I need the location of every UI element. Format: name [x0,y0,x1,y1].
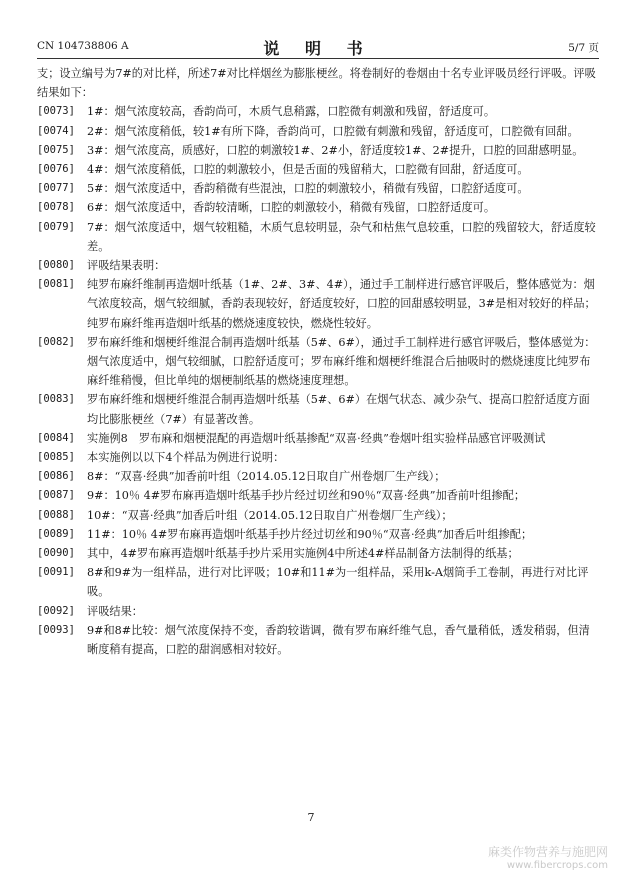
paragraph-text: 5#：烟气浓度适中，香韵稍微有些混浊，口腔的刺激较小，稍微有残留，口腔舒适度可。 [87,182,529,196]
page-indicator: 5/7 页 [568,42,599,54]
paragraph-number: [0074] [37,124,75,137]
paragraph-text: 支；设立编号为7#的对比样，所述7#对比样烟丝为膨胀梗丝。将卷制好的卷烟由十名专业评吸员经行评吸。评吸结果如下： [37,67,596,100]
paragraph-text: 8#：“双喜·经典”加香前叶组（2014.05.12日取自广州卷烟厂生产线）； [87,470,446,484]
paragraph-text: 10#：“双喜·经典”加香后叶组（2014.05.12日取自广州卷烟厂生产线）； [87,508,453,522]
paragraph-text: 1#：烟气浓度较高，香韵尚可，木质气息稍露，口腔微有刺激和残留，舒适度可。 [87,105,496,119]
paragraph-number: [0090] [37,547,75,560]
paragraph-number: [0088] [37,508,75,521]
paragraph-number: [0076] [37,163,75,176]
paragraph-number: [0084] [37,431,75,444]
paragraph-text: 8#和9#为一组样品，进行对比评吸；10#和11#为一组样品，采用k-A烟筒手工卷制，再进行对比评吸。 [87,566,589,599]
paragraph-number: [0092] [37,604,75,617]
paragraph-0093 [37,621,599,659]
paragraph-0077 [37,179,599,198]
paragraph-0086 [37,467,599,486]
intro-paragraph [37,64,599,102]
paragraph-number: [0075] [37,143,75,156]
paragraph-0082 [37,333,599,391]
paragraph-0083 [37,390,599,428]
paragraph-0092 [37,602,599,621]
paragraph-text: 3#：烟气浓度高，质感好，口腔的刺激较1#、2#小，舒适度较1#、2#提升，口腔的回甜感明显。 [87,143,584,157]
paragraph-0084 [37,429,599,448]
document-body [37,64,599,659]
paragraph-0090 [37,544,599,563]
paragraph-number: [0073] [37,105,75,118]
paragraph-number: [0079] [37,220,75,233]
paragraph-text: 7#：烟气浓度适中，烟气较粗糙，木质气息较明显，杂气和枯焦气息较重，口腔的残留较大，舒适度较差。 [87,220,596,253]
paragraph-number: [0091] [37,566,75,579]
paragraph-text: 其中，4#罗布麻再造烟叶纸基手抄片采用实施例4中所述4#样品制备方法制得的纸基； [87,547,519,561]
paragraph-0075 [37,141,599,160]
paragraph-text: 纯罗布麻纤维制再造烟叶纸基（1#、2#、3#、4#），通过手工制样进行感官评吸后，整体感觉为：烟气浓度较高，烟气较细腻，香韵表现较好，舒适度较好，口腔的回甜感较明显，3#是相对较好的样品；纯罗布麻纤维再造烟叶纸基的燃烧速度较快，燃烧性较好。 [87,278,596,330]
paragraph-number: [0093] [37,623,75,636]
paragraph-number: [0078] [37,201,75,214]
paragraph-0088 [37,506,599,525]
paragraph-text: 罗布麻纤维和烟梗纤维混合制再造烟叶纸基（5#、6#）在烟气状态、减少杂气、提高口腔舒适度方面均比膨胀梗丝（7#）有显著改善。 [87,393,590,426]
page-header [37,36,599,59]
paragraph-text: 评吸结果表明： [87,259,166,273]
paragraph-0087 [37,486,599,505]
paragraph-0078 [37,198,599,217]
paragraph-number: [0089] [37,527,75,540]
paragraph-text: 9#：10％ 4#罗布麻再造烟叶纸基手抄片经过切丝和90％“双喜·经典”加香前叶组掺配； [87,489,526,503]
paragraph-number: [0077] [37,182,75,195]
watermark [488,846,608,872]
paragraph-text: 实施例8 罗布麻和烟梗混配的再造烟叶纸基掺配“双喜·经典”卷烟叶组实验样品感官评吸测试 [87,431,546,445]
paragraph-text: 9#和8#比较：烟气浓度保持不变，香韵较谐调，微有罗布麻纤维气息，香气量稍低，透发稍弱，但清晰度稍有提高，口腔的甜润感相对较好。 [87,623,590,657]
paragraph-0073 [37,102,599,121]
paragraph-text: 评吸结果： [87,604,143,618]
paragraph-number: [0087] [37,489,75,502]
paragraph-number: [0081] [37,278,75,291]
watermark-site-name: 麻类作物营养与施肥网 [487,845,608,859]
watermark-url: www.fibercrops.com [506,860,608,871]
paragraph-text: 罗布麻纤维和烟梗纤维混合制再造烟叶纸基（5#、6#），通过手工制样进行感官评吸后，整体感觉为：烟气浓度适中，烟气较细腻，口腔舒适度可；罗布麻纤维和烟梗纤维混合后抽吸时的燃烧速度比纯罗布麻纤维稍慢，但比单纯的烟梗制纸基的燃烧速度理想。 [87,335,596,388]
paragraph-0074 [37,122,599,141]
paragraph-0085 [37,448,599,467]
paragraph-0081 [37,275,599,333]
paragraph-0079 [37,218,599,256]
paragraph-0080 [37,256,599,275]
paragraph-text: 2#：烟气浓度稍低，较1#有所下降，香韵尚可，口腔微有刺激和残留，舒适度可，口腔微有回甜。 [87,124,579,138]
paragraph-text: 4#：烟气浓度稍低，口腔的刺激较小，但是舌面的残留稍大，口腔微有回甜，舒适度可。 [87,163,529,177]
paragraph-number: [0085] [37,451,75,464]
patent-number: CN 104738806 A [37,40,129,52]
paragraph-0076 [37,160,599,179]
paragraph-0091 [37,563,599,601]
paragraph-number: [0080] [37,259,75,272]
paragraph-number: [0086] [37,470,75,483]
paragraph-text: 6#：烟气浓度适中，香韵较清晰，口腔的刺激较小，稍微有残留，口腔舒适度可。 [87,201,496,215]
page-number: 7 [307,811,315,824]
paragraph-text: 本实施例以以下4个样品为例进行说明： [87,451,285,465]
paragraph-0089 [37,525,599,544]
paragraph-number: [0083] [37,393,75,406]
paragraph-number: [0082] [37,335,75,348]
paragraph-text: 11#：10％ 4#罗布麻再造烟叶纸基手抄片经过切丝和90％“双喜·经典”加香后叶组掺配； [87,527,533,541]
document-title: 说 明 书 [263,39,373,58]
